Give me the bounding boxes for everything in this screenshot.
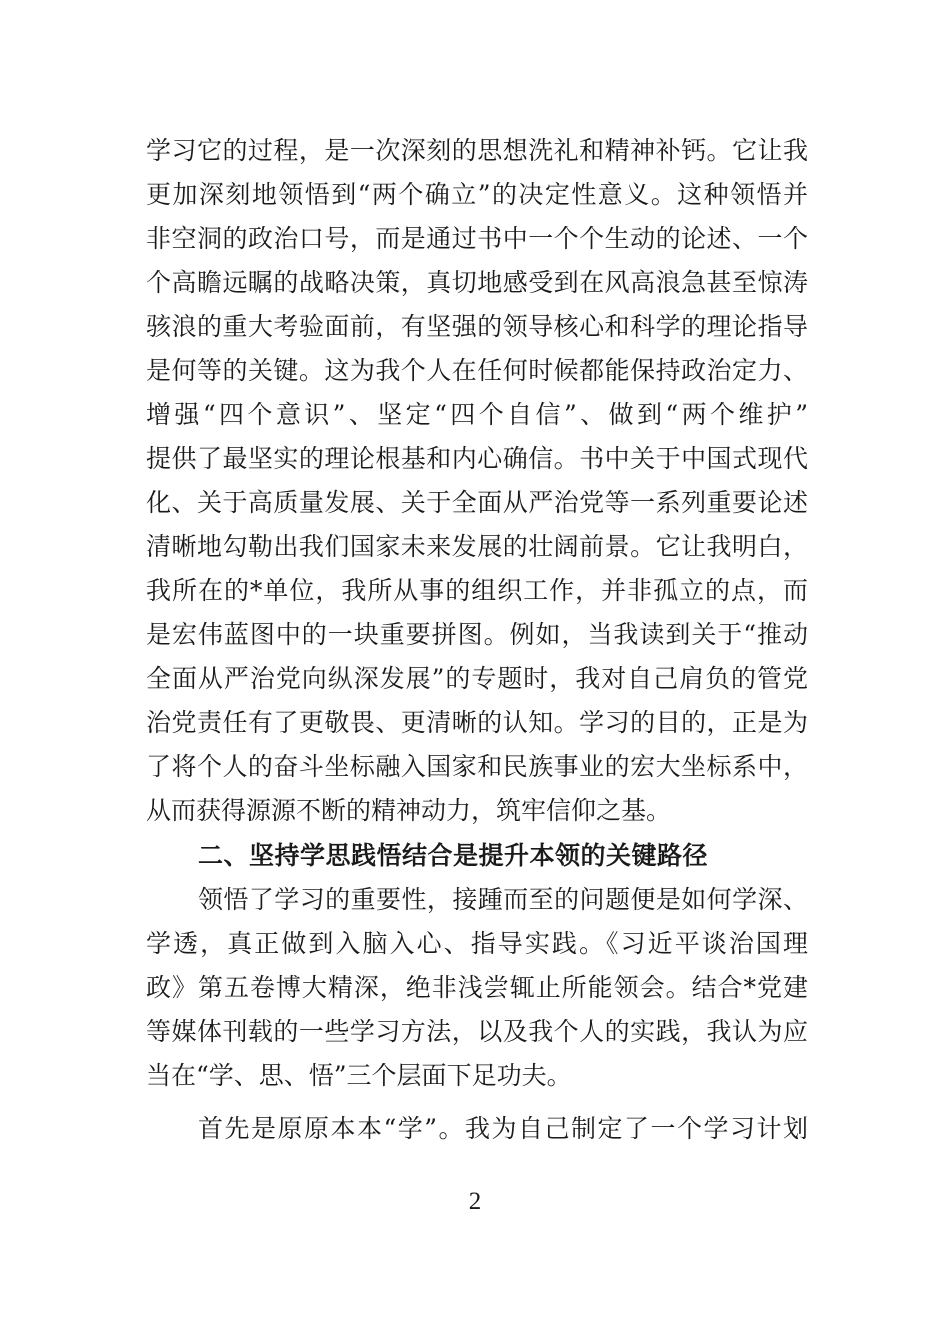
paragraph-2-line-5: 当在“学、思、悟”三个层面下足功夫。 bbox=[146, 1061, 572, 1090]
paragraph-1-line-4: 个高瞻远瞩的战略决策，真切地感受到在风高浪急甚至惊涛 bbox=[146, 268, 808, 297]
paragraph-1-line-12: 是宏伟蓝图中的一块重要拼图。例如，当我读到关于“推动 bbox=[146, 620, 808, 649]
paragraph-1-line-11: 我所在的*单位，我所从事的组织工作，并非孤立的点，而 bbox=[146, 576, 808, 605]
paragraph-1-line-13: 全面从严治党向纵深发展”的专题时，我对自己肩负的管党 bbox=[146, 664, 808, 693]
paragraph-2-line-1: 领悟了学习的重要性，接踵而至的问题便是如何学深、 bbox=[198, 885, 808, 914]
paragraph-1-line-15: 了将个人的奋斗坐标融入国家和民族事业的宏大坐标系中， bbox=[146, 752, 808, 781]
paragraph-1-line-7: 增强“四个意识”、坚定“四个自信”、做到“两个维护” bbox=[146, 400, 808, 429]
paragraph-1-line-8: 提供了最坚实的理论根基和内心确信。书中关于中国式现代 bbox=[146, 444, 808, 473]
paragraph-1-line-14: 治党责任有了更敬畏、更清晰的认知。学习的目的，正是为 bbox=[146, 708, 808, 737]
paragraph-1-line-1: 学习它的过程，是一次深刻的思想洗礼和精神补钙。它让我 bbox=[146, 136, 808, 165]
section-heading: 二、坚持学思践悟结合是提升本领的关键路径 bbox=[198, 841, 709, 870]
paragraph-2-line-3: 政》第五卷博大精深，绝非浅尝辄止所能领会。结合*党建 bbox=[146, 973, 808, 1002]
page-number: 2 bbox=[468, 1188, 482, 1215]
paragraph-1-line-16: 从而获得源源不断的精神动力，筑牢信仰之基。 bbox=[146, 796, 672, 825]
paragraph-1-line-3: 非空洞的政治口号，而是通过书中一个个生动的论述、一个 bbox=[146, 224, 808, 253]
paragraph-1-line-2: 更加深刻地领悟到“两个确立”的决定性意义。这种领悟并 bbox=[146, 180, 808, 209]
paragraph-1-line-10: 清晰地勾勒出我们国家未来发展的壮阔前景。它让我明白， bbox=[146, 532, 808, 561]
paragraph-2-line-2: 学透，真正做到入脑入心、指导实践。《习近平谈治国理 bbox=[146, 929, 808, 958]
paragraph-2-line-4: 等媒体刊载的一些学习方法，以及我个人的实践，我认为应 bbox=[146, 1017, 808, 1046]
paragraph-1-line-6: 是何等的关键。这为我个人在任何时候都能保持政治定力、 bbox=[146, 356, 808, 385]
paragraph-1-line-5: 骇浪的重大考验面前，有坚强的领导核心和科学的理论指导 bbox=[146, 312, 808, 341]
paragraph-3-line-1: 首先是原原本本“学”。我为自己制定了一个学习计划 bbox=[198, 1114, 808, 1143]
paragraph-1-line-9: 化、关于高质量发展、关于全面从严治党等一系列重要论述 bbox=[146, 488, 808, 517]
